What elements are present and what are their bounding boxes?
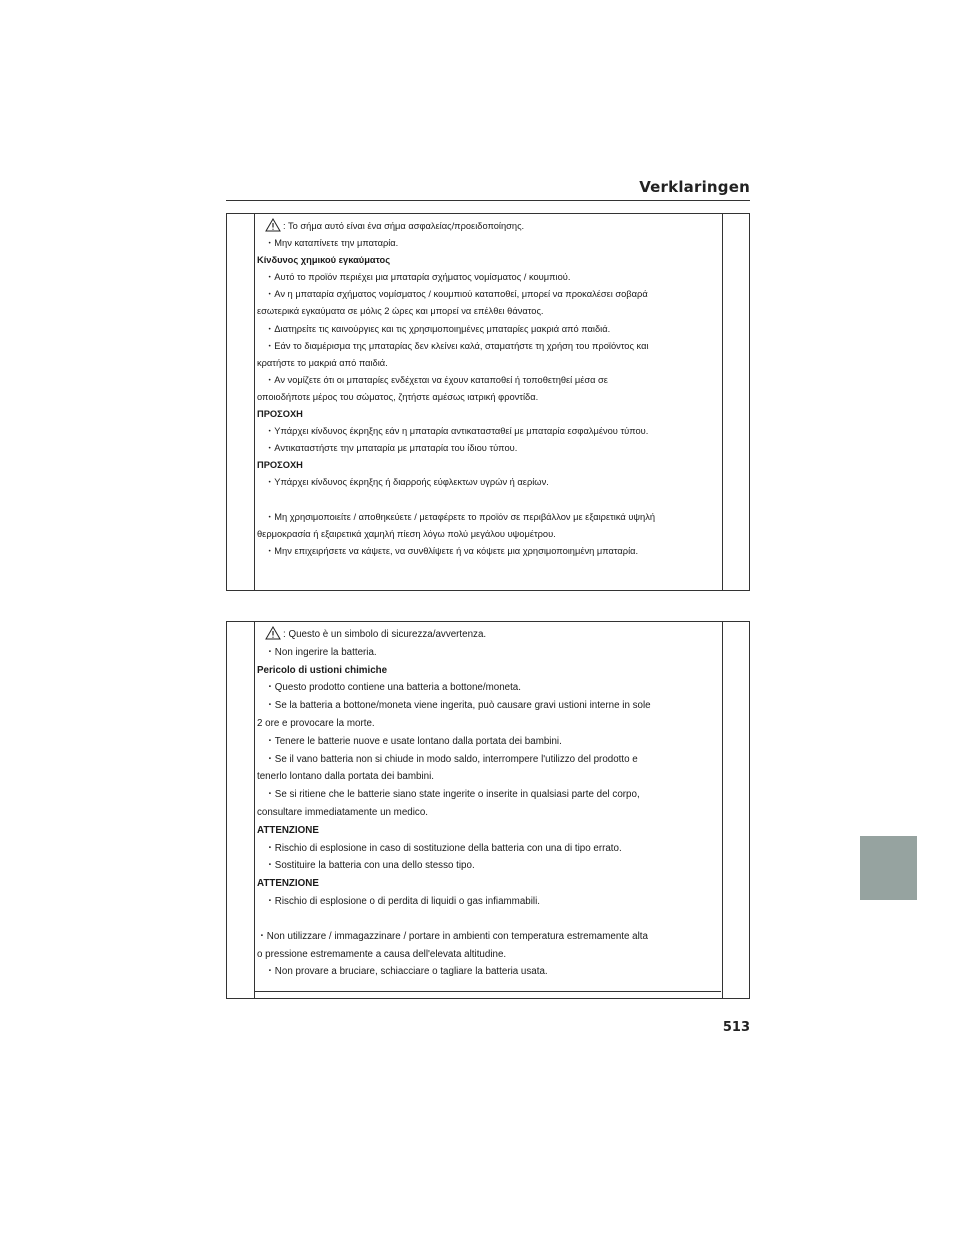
box-right-divider [722,214,723,590]
warning-line [257,786,717,804]
line-text: ATTENZIONE [257,878,319,890]
line-text: ・Tenere le batterie nuove e usate lontano dalla portata dei bambini. [265,735,562,747]
line-text: εσωτερικά εγκαύματα σε μόλις 2 ώρες και μπορεί να επέλθει θάνατος. [257,306,544,317]
warning-line [257,372,717,389]
line-text: ・Εάν το διαμέρισμα της μπαταρίας δεν κλείνει καλά, σταματήστε τη χρήση του προϊόντος και [265,340,649,351]
warning-heading [257,252,717,269]
warning-heading [257,875,717,893]
line-text: ・Non ingerire la batteria. [265,646,377,658]
warning-line [257,492,717,509]
warning-line [257,303,717,320]
warning-line [257,423,717,440]
warning-line [257,644,717,662]
line-text: : Το σήμα αυτό είναι ένα σήμα ασφαλείας/προειδοποίησης. [283,221,525,231]
line-text: ・Sostituire la batteria con una dello stesso tipo. [265,860,475,872]
warning-heading [257,822,717,840]
warning-line [257,840,717,858]
line-text: tenerlo lontano dalla portata dei bambini. [257,771,435,783]
warning-line [257,355,717,372]
warning-line [257,338,717,355]
line-text: o pressione estremamente a causa dell'elevata altitudine. [257,948,507,960]
box-left-divider [254,622,255,998]
warning-line [257,218,717,235]
greek-warning-box [226,213,750,591]
line-text: ・Se il vano batteria non si chiude in modo saldo, interrompere l'utilizzo del prodotto e [265,753,638,765]
box-bottom-rule [254,991,721,992]
warning-line [257,733,717,751]
line-text: ・Questo prodotto contiene una batteria a bottone/moneta. [265,682,521,694]
warning-line [257,893,717,911]
warning-line [257,235,717,252]
line-text: ΠΡΟΣΟΧΗ [257,460,303,471]
line-text: κρατήστε το μακριά από παιδιά. [257,357,388,368]
warning-line [257,857,717,875]
section-title: Verklaringen [639,178,750,196]
warning-line [257,963,717,981]
warning-line [257,321,717,338]
line-text: ・Non provare a bruciare, schiacciare o tagliare la batteria usata. [265,966,548,978]
warning-line [257,626,717,644]
line-text: Pericolo di ustioni chimiche [257,664,388,676]
warning-line [257,509,717,526]
page-number: 513 [722,1020,750,1035]
warning-line [257,543,717,560]
greek-warning-text [257,218,717,560]
line-text: : Questo è un simbolo di sicurezza/avvertenza. [283,629,487,640]
line-text: ・Rischio di esplosione in caso di sostituzione della batteria con una di tipo errato. [265,842,622,854]
warning-line [257,715,717,733]
line-text: ・Se la batteria a bottone/moneta viene ingerita, può causare gravi ustioni interne in sole [265,700,651,712]
line-text: ・Μην καταπίνετε την μπαταρία. [265,238,399,249]
box-right-divider [722,622,723,998]
warning-line [257,389,717,406]
warning-heading [257,406,717,423]
warning-heading [257,662,717,680]
warning-line [257,526,717,543]
line-text: ・Αν η μπαταρία σχήματος νομίσματος / κουμπιού καταποθεί, μπορεί να προκαλέσει σοβαρά [265,289,648,300]
warning-line [257,946,717,964]
warning-triangle-icon [265,626,281,640]
italian-warning-box [226,621,750,999]
line-text: ・Υπάρχει κίνδυνος έκρηξης εάν η μπαταρία αντικατασταθεί με μπαταρία εσφαλμένου τύπου. [265,426,649,437]
warning-line [257,269,717,286]
line-text: θερμοκρασία ή εξαιρετικά χαμηλή πίεση λόγω πολύ μεγάλου υψομέτρου. [257,528,556,539]
line-text: ・Se si ritiene che le batterie siano state ingerite o inserite in qualsiasi parte del corpo, [265,789,640,801]
warning-line [257,911,717,928]
line-text: ・Αντικαταστήστε την μπαταρία με μπαταρία του ίδιου τύπου. [265,443,518,454]
warning-line [257,768,717,786]
line-text: ・Υπάρχει κίνδυνος έκρηξης ή διαρροής εύφλεκτων υγρών ή αερίων. [265,477,549,488]
line-text: ΠΡΟΣΟΧΗ [257,409,303,420]
line-text: ・Rischio di esplosione o di perdita di liquidi o gas infiammabili. [265,895,540,907]
warning-triangle-icon [265,218,281,232]
italian-warning-text [257,626,717,981]
title-rule [226,200,750,201]
warning-line [257,440,717,457]
warning-line [257,751,717,769]
line-text: ・Αυτό το προϊόν περιέχει μια μπαταρία σχήματος νομίσματος / κουμπιού. [265,272,571,283]
box-left-divider [254,214,255,590]
warning-line [257,286,717,303]
warning-heading [257,457,717,474]
line-text: ・Μη χρησιμοποιείτε / αποθηκεύετε / μεταφέρετε το προϊόν σε περιβάλλον με εξαιρετικά υψηλή [265,511,656,522]
line-text: Κίνδυνος χημικού εγκαύματος [257,255,391,266]
line-text: ・Non utilizzare / immagazzinare / portare in ambienti con temperatura estremamente alta [257,930,648,942]
line-text: οποιοδήποτε μέρος του σώματος, ζητήστε αμέσως ιατρική φροντίδα. [257,391,539,402]
warning-line [257,804,717,822]
line-text: consultare immediatamente un medico. [257,806,428,818]
warning-line [257,474,717,491]
line-text: ・Διατηρείτε τις καινούργιες και τις χρησιμοποιημένες μπαταρίες μακριά από παιδιά. [265,323,611,334]
chapter-side-tab [860,836,917,900]
line-text: 2 ore e provocare la morte. [257,717,375,729]
line-text: ATTENZIONE [257,824,319,836]
warning-line [257,679,717,697]
warning-line [257,928,717,946]
warning-line [257,697,717,715]
line-text: ・Αν νομίζετε ότι οι μπαταρίες ενδέχεται να έχουν καταποθεί ή τοποθετηθεί μέσα σε [265,374,608,385]
line-text: ・Μην επιχειρήσετε να κάψετε, να συνθλίψετε ή να κόψετε μια χρησιμοποιημένη μπαταρία. [265,545,639,556]
